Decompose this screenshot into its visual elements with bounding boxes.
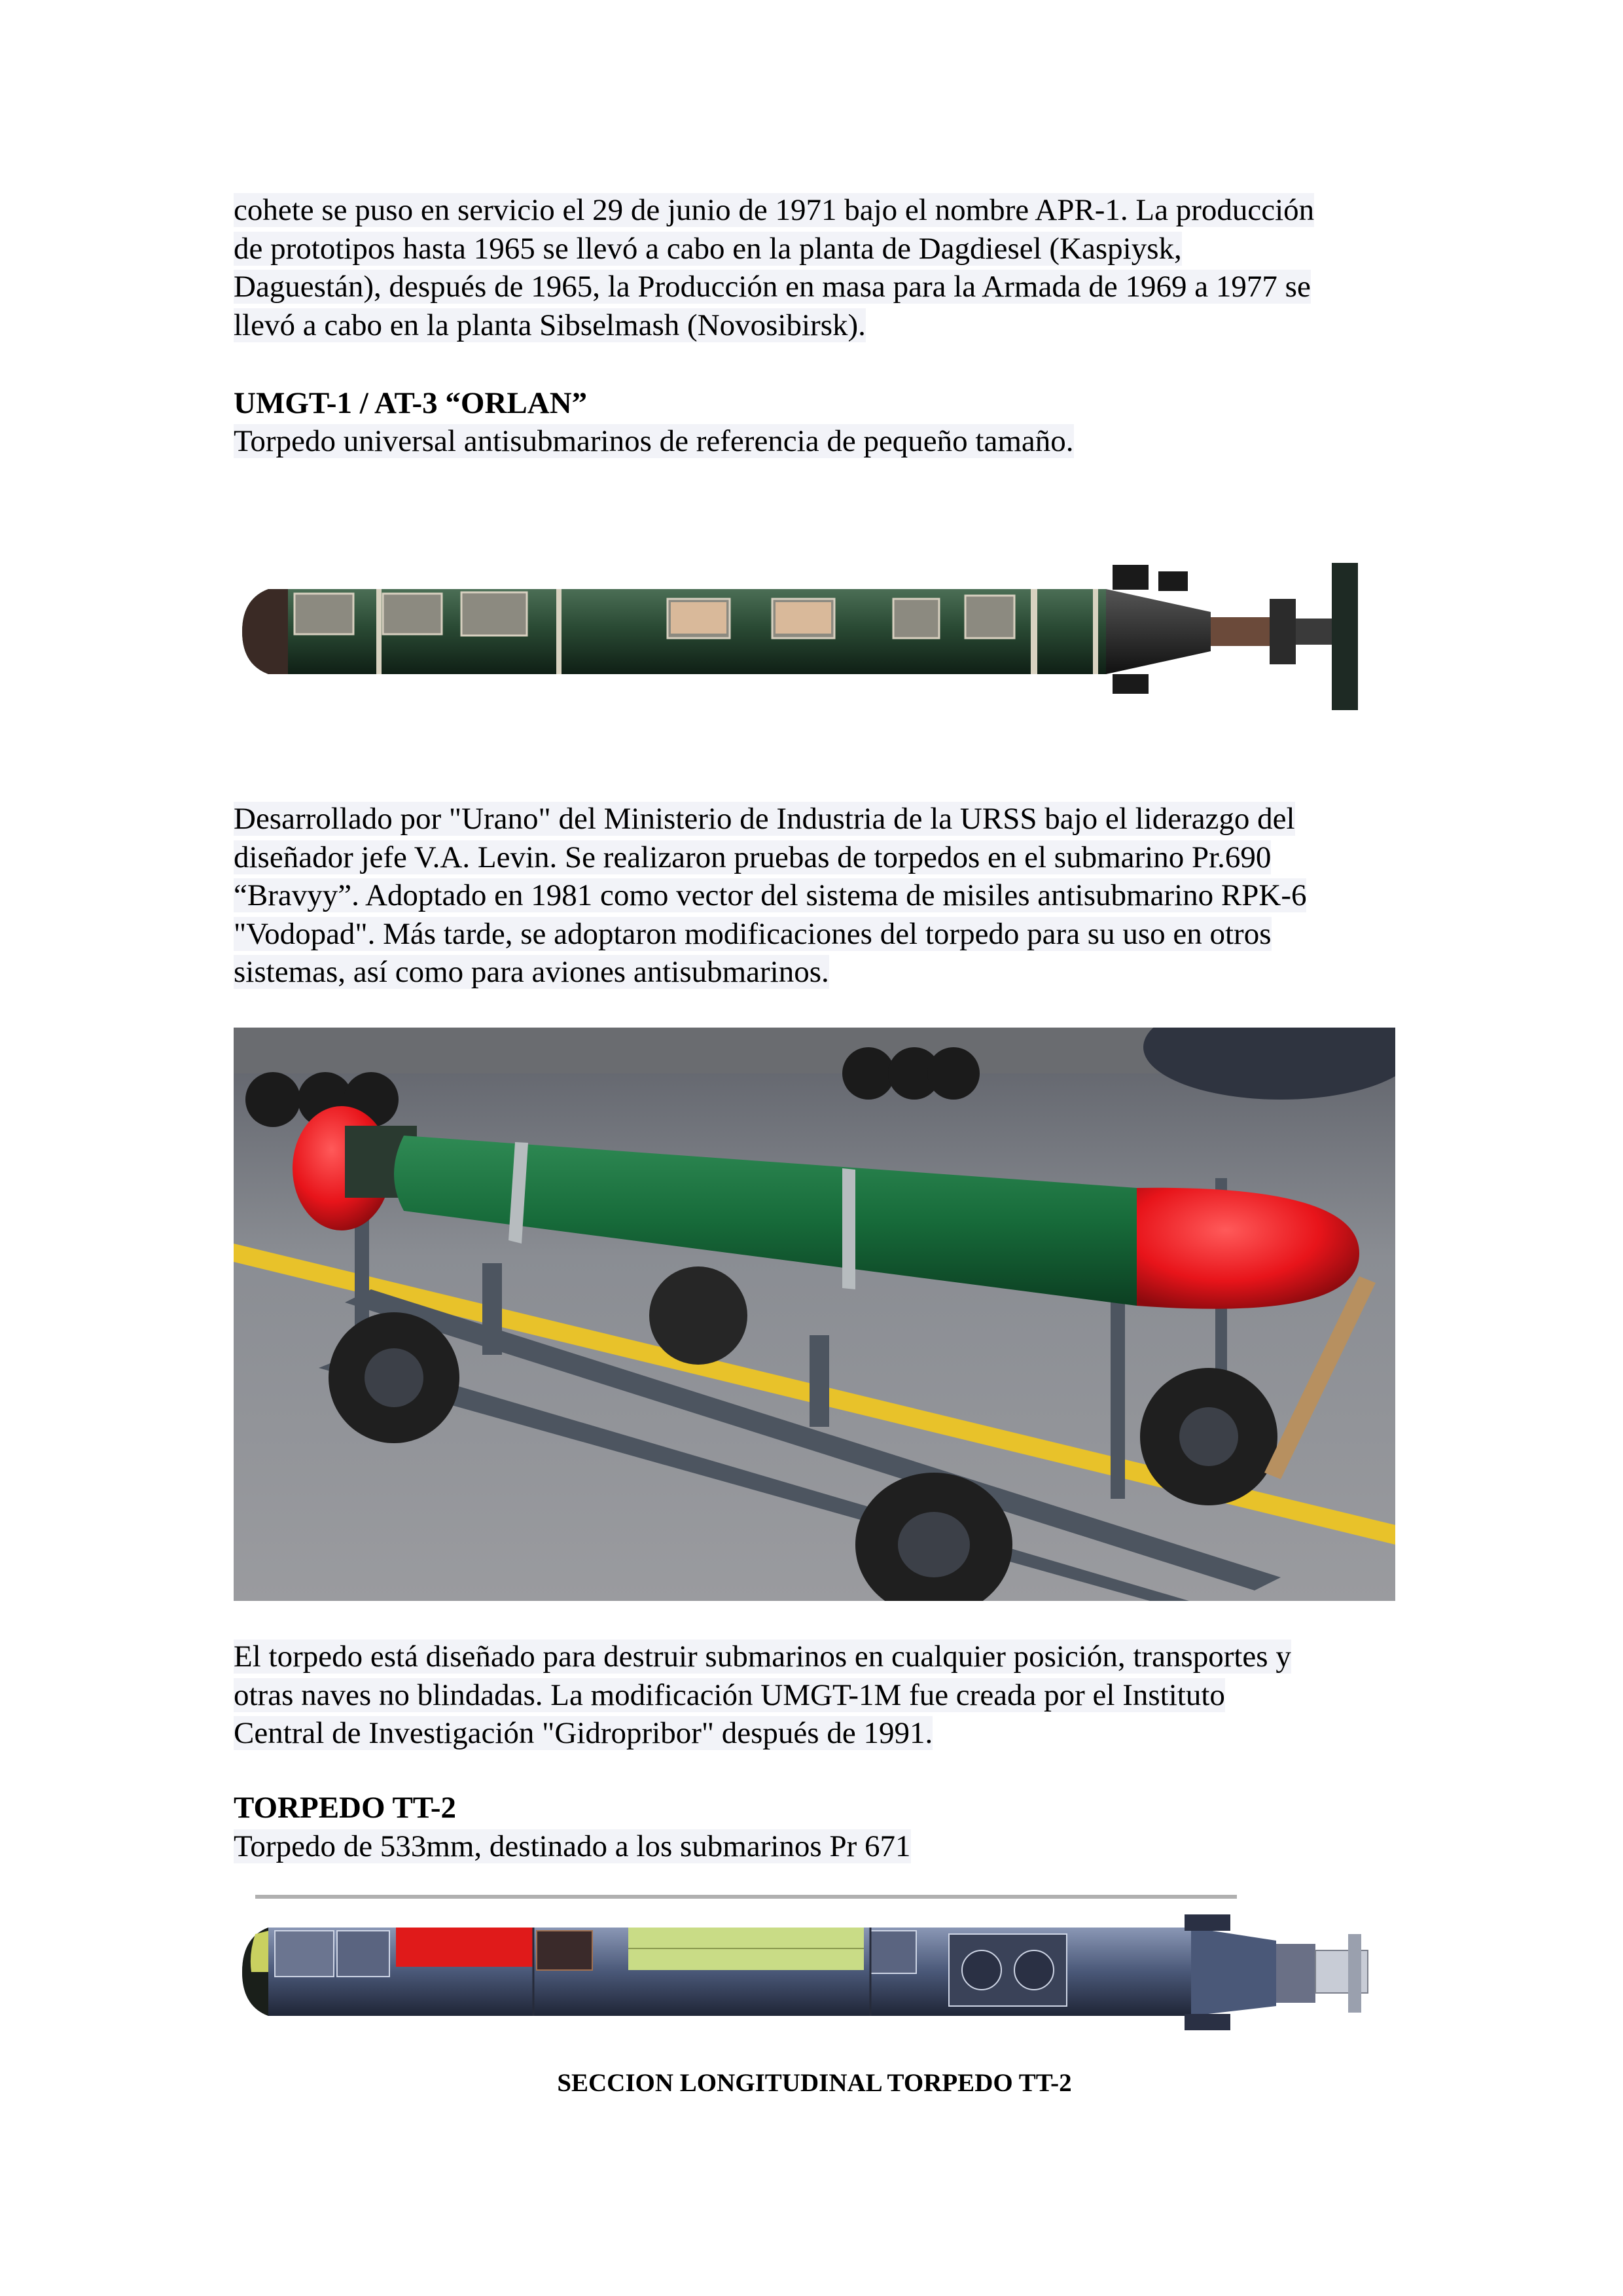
umgt1-purpose-paragraph (234, 1638, 1408, 1753)
figure-caption-tt2: SECCION LONGITUDINAL TORPEDO TT-2 (557, 2069, 1072, 2097)
text-line: diseñador jefe V.A. Levin. Se realizaron pruebas de torpedos en el submarino Pr.690 (234, 840, 1272, 874)
text-line: cohete se puso en servicio el 29 de junio de 1971 bajo el nombre APR-1. La producción (234, 193, 1315, 227)
text-line: Desarrollado por "Urano" del Ministerio de Industria de la URSS bajo el liderazgo del (234, 802, 1295, 836)
section-heading-umgt1: UMGT-1 / AT-3 “ORLAN” (234, 386, 588, 420)
umgt1-description-paragraph (234, 800, 1408, 992)
umgt1-trailer-photo (234, 1028, 1395, 1601)
text-line: "Vodopad". Más tarde, se adoptaron modificaciones del torpedo para su uso en otros (234, 916, 1272, 951)
section-heading-tt2: TORPEDO TT-2 (234, 1791, 456, 1825)
umgt1-torpedo-illustration (242, 560, 1368, 717)
intro-paragraph (234, 191, 1408, 344)
text-line: llevó a cabo en la planta Sibselmash (Novosibirsk). (234, 308, 866, 342)
section-subtitle-umgt1 (234, 422, 1408, 461)
text-line: sistemas, así como para aviones antisubmarinos. (234, 955, 829, 989)
text-line: “Bravyy”. Adoptado en 1981 como vector del sistema de misiles antisubmarino RPK-6 (234, 878, 1307, 912)
tt2-longitudinal-section (242, 1895, 1387, 2045)
text-line: Torpedo universal antisubmarinos de referencia de pequeño tamaño. (234, 424, 1074, 458)
text-line: Central de Investigación "Gidropribor" después de 1991. (234, 1716, 933, 1750)
text-line: Torpedo de 533mm, destinado a los submarinos Pr 671 (234, 1829, 911, 1863)
text-line: de prototipos hasta 1965 se llevó a cabo en la planta de Dagdiesel (Kaspiysk, (234, 231, 1182, 266)
text-line: otras naves no blindadas. La modificación UMGT-1M fue creada por el Instituto (234, 1677, 1225, 1712)
text-line: Daguestán), después de 1965, la Producción en masa para la Armada de 1969 a 1977 se (234, 270, 1311, 304)
text-line: El torpedo está diseñado para destruir submarinos en cualquier posición, transportes y (234, 1640, 1291, 1674)
section-subtitle-tt2 (234, 1827, 1408, 1866)
